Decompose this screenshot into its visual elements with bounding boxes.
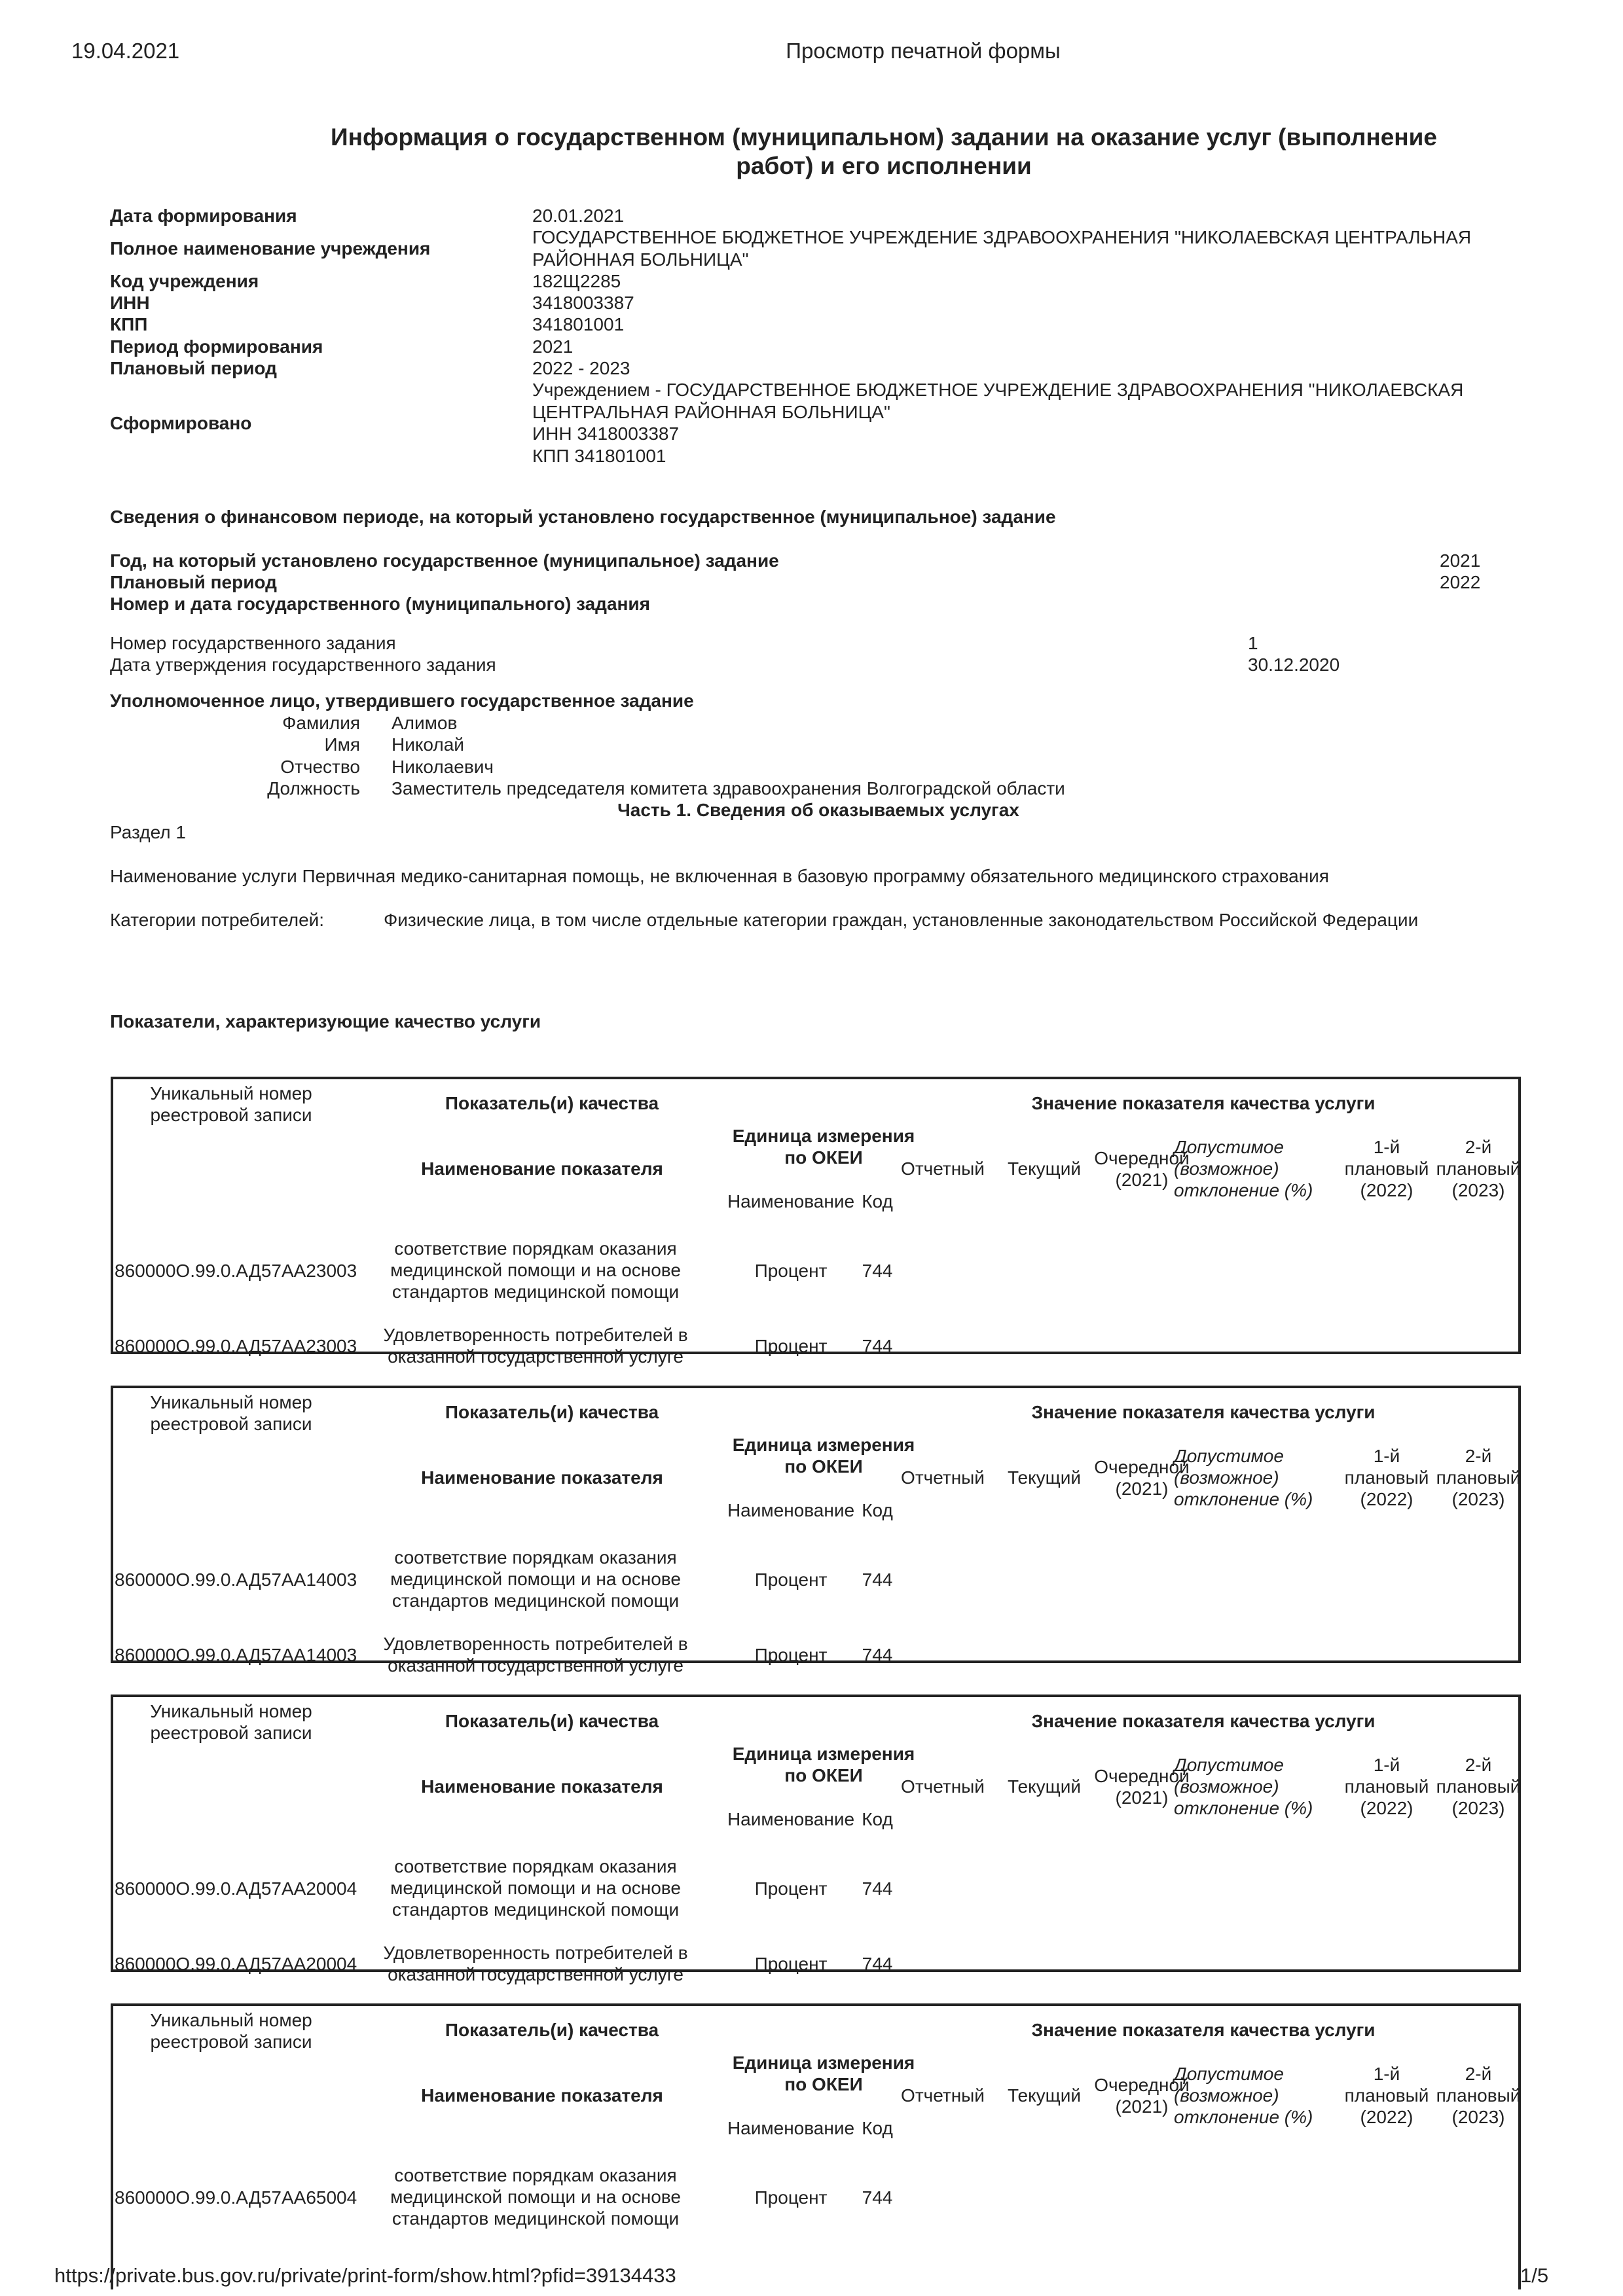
plan-period: 2022 - 2023 [532,358,630,378]
registry-number: 860000О.99.0.АД57АА23003 [115,1336,357,1356]
quality-heading: Показатели, характеризующие качество услуги [110,1011,541,1031]
unit-code-header: Код [862,2118,893,2138]
task-date-label: Дата утверждения государственного задания [110,655,496,675]
current-header: Текущий [1008,1776,1081,1797]
next-header: Очередной (2021) [1094,1148,1190,1191]
next-header: Очередной (2021) [1094,1766,1190,1808]
fin-plan: 2022 [1440,572,1481,592]
unit-name-header: Наименование [727,1191,855,1211]
current-header: Текущий [1008,1467,1081,1488]
indicator-name: Удовлетворенность потребителей в оказанной государственной услуге [383,1634,688,1676]
quality-value-header: Значение показателя качества услуги [1031,1402,1376,1422]
plan1-header: 1-й плановый (2022) [1344,2064,1429,2128]
unit-header: Единица измерения по ОКЕИ [732,1435,915,1477]
name-label: Имя [324,734,360,755]
registry-number: 860000О.99.0.АД57АА65004 [115,2187,357,2208]
patronymic-label: Отчество [280,757,360,777]
formed-by-label: Сформировано [110,413,252,433]
reported-header: Отчетный [901,1776,985,1797]
formed-by-kpp: КПП 341801001 [532,446,666,466]
fin-plan-label: Плановый период [110,572,277,592]
fin-year: 2021 [1440,550,1481,571]
registry-header: Уникальный номер реестровой записи [150,1083,312,1126]
quality-table [111,2003,1521,2289]
quality-indicators-header: Показатель(и) качества [445,1402,659,1422]
unit-name-header: Наименование [727,1500,855,1520]
current-header: Текущий [1008,1158,1081,1179]
registry-header: Уникальный номер реестровой записи [150,1392,312,1435]
surname-label: Фамилия [282,713,360,733]
deviation-header: Допустимое (возможное) отклонение (%) [1174,1137,1313,1201]
part-title: Часть 1. Сведения об оказываемых услугах [617,800,1019,820]
unit-code: 744 [862,1570,893,1590]
reported-header: Отчетный [901,2085,985,2106]
unit-name: Процент [754,1645,828,1665]
fin-num-date-label: Номер и дата государственного (муниципального) задания [110,594,650,614]
indicator-name-header: Наименование показателя [421,2085,663,2106]
period: 2021 [532,336,574,357]
formed-date: 20.01.2021 [532,206,625,226]
formed-by-org: Учреждением - ГОСУДАРСТВЕННОЕ БЮДЖЕТНОЕ УЧРЕЖДЕНИЕ ЗДРАВООХРАНЕНИЯ "НИКОЛАЕВСКАЯ ЦЕНТРАЛЬНАЯ РАЙОННАЯ БОЛЬНИЦА" [532,380,1464,422]
reported-header: Отчетный [901,1158,985,1179]
unit-code: 744 [862,2187,893,2208]
inn-label: ИНН [110,293,150,313]
unit-code: 744 [862,1645,893,1665]
formed-by-inn: ИНН 3418003387 [532,423,680,444]
full-name: ГОСУДАРСТВЕННОЕ БЮДЖЕТНОЕ УЧРЕЖДЕНИЕ ЗДРАВООХРАНЕНИЯ "НИКОЛАЕВСКАЯ ЦЕНТРАЛЬНАЯ РАЙОННАЯ БОЛЬНИЦА" [532,227,1472,270]
deviation-header: Допустимое (возможное) отклонение (%) [1174,2064,1313,2128]
unit-code: 744 [862,1336,893,1356]
unit-name: Процент [754,1336,828,1356]
consumers-label: Категории потребителей: [110,910,325,930]
task-date: 30.12.2020 [1248,655,1340,675]
indicator-name: соответствие порядкам оказания медицинской помощи и на основе стандартов медицинской помощи [390,1238,681,1302]
indicator-name: Удовлетворенность потребителей в оказанной государственной услуге [383,1325,688,1367]
plan2-header: 2-й плановый (2023) [1436,1137,1521,1201]
unit-name: Процент [754,1570,828,1590]
unit-name-header: Наименование [727,1809,855,1829]
plan2-header: 2-й плановый (2023) [1436,2064,1521,2128]
fin-heading: Сведения о финансовом периоде, на который установлено государственное (муниципальное) задание [110,507,1056,527]
indicator-name-header: Наименование показателя [421,1158,663,1179]
indicator-name: соответствие порядкам оказания медицинской помощи и на основе стандартов медицинской помощи [390,2165,681,2229]
quality-indicators-header: Показатель(и) качества [445,2020,659,2040]
section-label: Раздел 1 [110,822,186,842]
indicator-name: соответствие порядкам оказания медицинской помощи и на основе стандартов медицинской помощи [390,1856,681,1920]
unit-name: Процент [754,1954,828,1974]
task-num-label: Номер государственного задания [110,633,396,653]
unit-code-header: Код [862,1809,893,1829]
period-label: Период формирования [110,336,323,357]
unit-code-header: Код [862,1500,893,1520]
unit-code: 744 [862,1954,893,1974]
unit-code-header: Код [862,1191,893,1211]
patronymic: Николаевич [392,757,494,777]
registry-number: 860000О.99.0.АД57АА20004 [115,1878,357,1899]
indicator-name: соответствие порядкам оказания медицинской помощи и на основе стандартов медицинской помощи [390,1547,681,1611]
quality-table [111,1386,1521,1676]
indicator-name-header: Наименование показателя [421,1776,663,1797]
quality-indicators-header: Показатель(и) качества [445,1093,659,1113]
quality-value-header: Значение показателя качества услуги [1031,2020,1376,2040]
unit-code: 744 [862,1878,893,1899]
quality-indicators-header: Показатель(и) качества [445,1711,659,1731]
quality-value-header: Значение показателя качества услуги [1031,1093,1376,1113]
surname: Алимов [392,713,458,733]
unit-name: Процент [754,1261,828,1281]
page-number: 1/5 [1520,2264,1549,2287]
code: 182Щ2285 [532,271,621,291]
unit-header: Единица измерения по ОКЕИ [732,2053,915,2095]
quality-table [111,1077,1521,1367]
registry-number: 860000О.99.0.АД57АА23003 [115,1261,357,1281]
deviation-header: Допустимое (возможное) отклонение (%) [1174,1755,1313,1819]
full-name-label: Полное наименование учреждения [110,238,431,259]
position: Заместитель председателя комитета здравоохранения Волгоградской области [392,778,1065,798]
inn: 3418003387 [532,293,634,313]
task-num: 1 [1248,633,1258,653]
indicator-name-header: Наименование показателя [421,1467,663,1488]
unit-name: Процент [754,1878,828,1899]
print-date: 19.04.2021 [71,39,180,63]
print-url: https://private.bus.gov.ru/private/print-form/show.html?pfid=39134433 [54,2264,676,2287]
plan1-header: 1-й плановый (2022) [1344,1755,1429,1819]
quality-value-header: Значение показателя качества услуги [1031,1711,1376,1731]
unit-name: Процент [754,2187,828,2208]
plan1-header: 1-й плановый (2022) [1344,1137,1429,1201]
current-header: Текущий [1008,2085,1081,2106]
registry-header: Уникальный номер реестровой записи [150,2010,312,2053]
plan2-header: 2-й плановый (2023) [1436,1755,1521,1819]
registry-header: Уникальный номер реестровой записи [150,1701,312,1744]
fin-year-label: Год, на который установлено государственное (муниципальное) задание [110,550,779,571]
plan2-header: 2-й плановый (2023) [1436,1446,1521,1510]
code-label: Код учреждения [110,271,259,291]
registry-number: 860000О.99.0.АД57АА20004 [115,1954,357,1974]
deviation-header: Допустимое (возможное) отклонение (%) [1174,1446,1313,1510]
registry-number: 860000О.99.0.АД57АА14003 [115,1645,357,1665]
next-header: Очередной (2021) [1094,1457,1190,1499]
quality-table [111,1695,1521,1985]
unit-header: Единица измерения по ОКЕИ [732,1126,915,1168]
document-title: Информация о государственном (муниципальном) задании на оказание услуг (выполнение работ) и его исполнении [331,124,1437,179]
unit-code: 744 [862,1261,893,1281]
formed-date-label: Дата формирования [110,206,297,226]
service-name: Наименование услуги Первичная медико-санитарная помощь, не включенная в базовую программу обязательного медицинского страхования [110,866,1329,886]
unit-header: Единица измерения по ОКЕИ [732,1744,915,1786]
indicator-name: Удовлетворенность потребителей в оказанной государственной услуге [383,1943,688,1985]
registry-number: 860000О.99.0.АД57АА14003 [115,1570,357,1590]
position-label: Должность [267,778,360,798]
kpp: 341801001 [532,314,625,334]
plan-period-label: Плановый период [110,358,277,378]
person-heading: Уполномоченное лицо, утвердившего государственное задание [110,691,694,711]
reported-header: Отчетный [901,1467,985,1488]
plan1-header: 1-й плановый (2022) [1344,1446,1429,1510]
consumers: Физические лица, в том числе отдельные категории граждан, установленные законодательством Российской Федерации [384,910,1419,930]
kpp-label: КПП [110,314,148,334]
name: Николай [392,734,464,755]
unit-name-header: Наименование [727,2118,855,2138]
print-title: Просмотр печатной формы [786,39,1061,63]
next-header: Очередной (2021) [1094,2075,1190,2117]
